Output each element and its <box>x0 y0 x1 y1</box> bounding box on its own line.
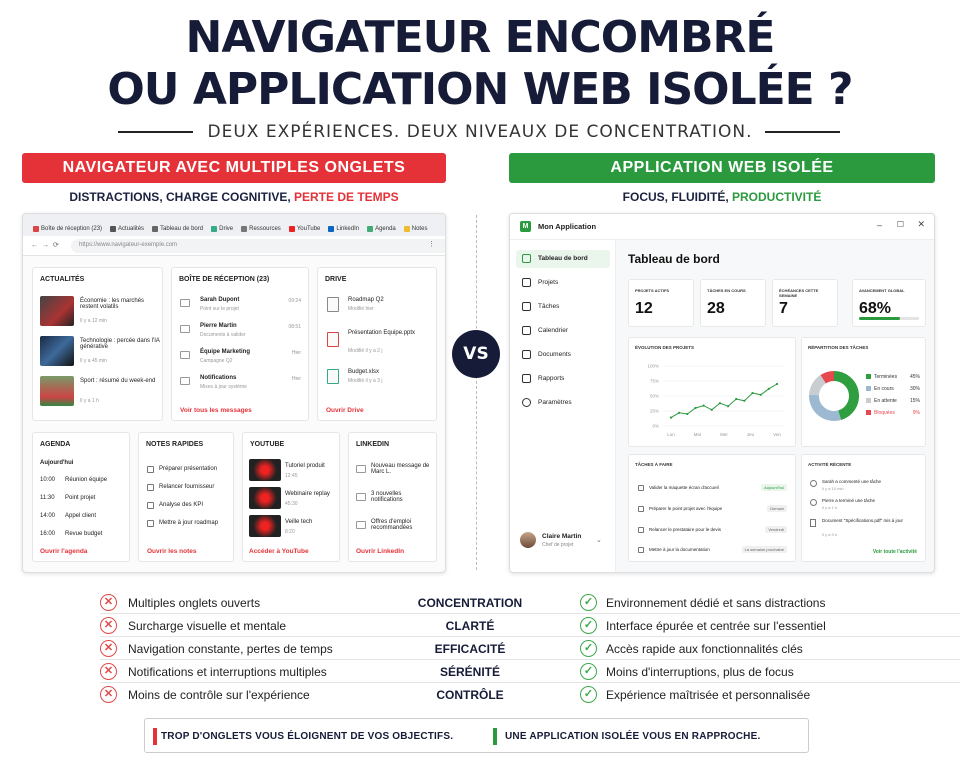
check-icon: ✓ <box>580 594 597 611</box>
criterion: CLARTÉ <box>445 619 495 633</box>
title-line-2: OU APPLICATION WEB ISOLÉE ? <box>107 64 853 115</box>
notes-link[interactable]: Ouvrir les notes <box>147 548 197 555</box>
cross-icon: ✕ <box>100 686 117 703</box>
browser-tab[interactable]: Actualités <box>110 221 144 236</box>
user-name: Claire Martin <box>542 533 582 540</box>
linkedin-item[interactable]: Nouveau message de Marc L. <box>371 463 430 475</box>
tasks-title: TÂCHES À FAIRE <box>635 462 673 467</box>
linkedin-item[interactable]: 3 nouvelles notifications <box>371 491 403 503</box>
criterion: SÉRÉNITÉ <box>439 665 500 679</box>
legend-value: 45% <box>909 374 920 380</box>
browser-tab[interactable]: Drive <box>211 221 233 236</box>
data-point <box>694 407 696 409</box>
kpi-card <box>628 279 694 327</box>
youtube-link[interactable]: Accéder à YouTube <box>249 548 309 555</box>
linkedin-item[interactable]: Offres d'emploi recommandées <box>371 519 413 531</box>
donut-slice <box>814 379 823 395</box>
note-label: Mettre à jour roadmap <box>159 520 219 526</box>
kpi-card <box>852 279 926 327</box>
file-meta: Modifié il y a 3 j <box>348 378 383 384</box>
y-tick-label: 100% <box>647 363 659 369</box>
comparison-row <box>100 684 960 706</box>
footer-red-bar <box>153 728 157 745</box>
y-tick-label: 50% <box>649 393 659 399</box>
agenda-time: 16:00 <box>40 531 56 537</box>
video-thumbnail[interactable] <box>249 487 281 509</box>
vs-divider <box>476 215 477 570</box>
kpi-value: 7 <box>779 300 788 317</box>
title-line-1: NAVIGATEUR ENCOMBRÉ <box>185 12 775 63</box>
data-point <box>751 392 753 394</box>
document-icon <box>810 519 816 527</box>
mail-sender[interactable]: Équipe Marketing <box>200 349 251 355</box>
activity-time: Il y a 10 min <box>822 486 844 491</box>
y-tick-label: 0% <box>652 423 659 429</box>
gear-icon <box>522 398 531 407</box>
file-meta: Modifié il y a 2 j <box>348 348 383 354</box>
task-label: Relancer le prestataire pour le devis <box>649 527 722 532</box>
legend-label: En attente <box>874 398 897 404</box>
mail-icon <box>180 299 190 307</box>
browser-tab[interactable]: Boîte de réception (23) <box>33 221 102 236</box>
comparison-row <box>100 615 960 637</box>
file-name[interactable]: Présentation Equipe.pptx <box>348 330 416 336</box>
check-icon: ✓ <box>580 640 597 657</box>
address-bar-row <box>23 236 445 256</box>
card-title: DRIVE <box>325 276 347 283</box>
file-name[interactable]: Budget.xlsx <box>348 369 380 375</box>
mail-time: Hier <box>291 350 301 356</box>
agenda-day: Aujourd'hui <box>40 460 74 466</box>
note-checkbox[interactable] <box>147 502 154 509</box>
data-point <box>670 417 672 419</box>
agenda-time: 14:00 <box>40 513 56 519</box>
vs-badge: VS <box>452 330 500 378</box>
browser-window <box>22 213 446 573</box>
task-due-badge: Aujourd'hui <box>761 484 787 491</box>
note-label: Relancer fournisseur <box>159 484 215 490</box>
note-label: Analyse des KPI <box>159 502 204 508</box>
card-title: NOTES RAPIDES <box>146 441 204 448</box>
kpi-value: 12 <box>635 300 653 317</box>
sidebar-item-projects[interactable]: Projets <box>516 274 610 292</box>
bad-point: Multiples onglets ouverts <box>128 596 261 610</box>
left-tagline-a: DISTRACTIONS, CHARGE COGNITIVE, <box>69 190 294 204</box>
drive-link[interactable]: Ouvrir Drive <box>326 407 364 414</box>
browser-tab[interactable]: Agenda <box>367 221 396 236</box>
browser-tab[interactable]: LinkedIn <box>328 221 359 236</box>
progress-track <box>859 317 919 320</box>
check-icon: ✓ <box>580 686 597 703</box>
agenda-event[interactable]: Revue budget <box>65 531 103 537</box>
legend-swatch <box>866 386 871 391</box>
data-point <box>727 405 729 407</box>
subtitle-rule-right <box>765 131 840 133</box>
avatar[interactable] <box>520 532 536 548</box>
activity-title: ACTIVITÉ RÉCENTE <box>808 462 852 467</box>
bar-chart-icon <box>522 374 531 383</box>
menu-kebab-icon[interactable]: ⋮ <box>428 241 435 248</box>
sidebar-item-settings[interactable]: Paramètres <box>516 394 610 412</box>
subtitle: DEUX EXPÉRIENCES. DEUX NIVEAUX DE CONCENTRATION. <box>207 122 753 142</box>
x-tick-label: Mar <box>693 432 702 437</box>
data-point <box>703 405 705 407</box>
video-duration: 8:20 <box>285 529 295 535</box>
file-ppt-icon <box>327 332 339 347</box>
mail-sender[interactable]: Sarah Dupont <box>200 297 240 303</box>
x-tick-label: Mer <box>720 432 728 437</box>
y-tick-label: 75% <box>649 378 659 384</box>
progress-fill <box>859 317 900 320</box>
file-doc-icon <box>327 297 339 312</box>
activity-text: Sarah a commenté une tâche <box>822 479 882 484</box>
folder-icon <box>522 278 531 287</box>
legend-value: 9% <box>912 410 920 416</box>
good-point: Moins d'interruptions, plus de focus <box>606 665 794 679</box>
main-title <box>0 12 960 116</box>
data-point <box>678 412 680 414</box>
good-point: Expérience maîtrisée et personnalisée <box>606 688 811 702</box>
kpi-value: 28 <box>707 300 725 317</box>
agenda-event[interactable]: Appel client <box>65 513 97 519</box>
browser-tab[interactable]: YouTube <box>289 221 321 236</box>
comparison-row <box>100 592 960 614</box>
task-due-badge: Vendredi <box>765 526 787 533</box>
task-label: Préparer le point projet avec l'équipe <box>649 506 723 511</box>
sidebar-item-reports[interactable]: Rapports <box>516 370 610 388</box>
tasks-card <box>628 454 796 562</box>
data-point <box>719 402 721 404</box>
card-title: YOUTUBE <box>250 441 285 448</box>
check-icon: ✓ <box>580 617 597 634</box>
good-point: Environnement dédié et sans distractions <box>606 596 826 610</box>
browser-tab[interactable]: Ressources <box>241 221 281 236</box>
task-label: Valider la maquette écran d'accueil <box>649 485 719 490</box>
evolution-card <box>628 337 796 447</box>
donut-slice <box>814 395 840 416</box>
repartition-donut-chart <box>802 338 927 448</box>
check-circle-icon <box>810 499 817 506</box>
note-checkbox[interactable] <box>147 466 154 473</box>
footer-box <box>144 718 809 753</box>
legend-swatch <box>866 410 871 415</box>
task-checkbox[interactable] <box>638 506 644 512</box>
kpi-card <box>772 279 838 327</box>
footer-green-bar <box>493 728 497 745</box>
drive-card <box>317 267 437 421</box>
task-checkbox[interactable] <box>638 547 644 553</box>
data-point <box>743 400 745 402</box>
bell-icon <box>356 493 366 501</box>
mail-time: 09:24 <box>288 298 301 304</box>
app-name: Mon Application <box>538 222 597 231</box>
kpi-label: AVANCEMENT GLOBAL <box>859 288 905 293</box>
news-card <box>32 267 163 421</box>
message-icon <box>356 465 366 473</box>
mail-time: 08:51 <box>288 324 301 330</box>
sidebar-item-tasks[interactable]: Tâches <box>516 298 610 316</box>
minimize-icon[interactable]: – <box>876 220 882 230</box>
legend-label: En cours <box>874 386 894 392</box>
data-point <box>768 388 770 390</box>
file-meta: Modifié hier <box>348 306 374 312</box>
task-label: Mettre à jour la documentation <box>649 547 710 552</box>
agenda-event[interactable]: Point projet <box>65 495 96 501</box>
activity-link[interactable]: Voir toute l'activité <box>872 549 917 555</box>
sidebar-item-calendar[interactable]: Calendrier <box>516 322 610 340</box>
comparison-row <box>100 638 960 660</box>
note-checkbox[interactable] <box>147 484 154 491</box>
news-time: Il y a 1 h <box>80 398 99 404</box>
legend-label: Bloquées <box>874 410 895 416</box>
right-tagline-a: FOCUS, FLUIDITÉ, <box>622 190 732 204</box>
bell-icon <box>180 377 190 385</box>
x-tick-label: Lun <box>667 432 675 437</box>
browser-tab[interactable]: Notes <box>404 221 428 236</box>
right-tagline <box>509 190 935 204</box>
sidebar-item-dashboard[interactable]: Tableau de bord <box>516 250 610 268</box>
left-banner: NAVIGATEUR AVEC MULTIPLES ONGLETS <box>22 153 446 183</box>
legend-value: 15% <box>909 398 920 404</box>
browser-tab[interactable]: Tableau de bord <box>152 221 203 236</box>
card-title: LINKEDIN <box>356 441 390 448</box>
agenda-event[interactable]: Réunion équipe <box>65 477 108 483</box>
cross-icon: ✕ <box>100 594 117 611</box>
file-name[interactable]: Roadmap Q2 <box>348 297 384 303</box>
card-title: BOÎTE DE RÉCEPTION (23) <box>179 276 270 283</box>
card-title: AGENDA <box>40 441 71 448</box>
mail-time: Hier <box>291 376 301 382</box>
legend-value: 30% <box>909 386 920 392</box>
agenda-time: 10:00 <box>40 477 56 483</box>
kpi-label: ÉCHÉANCES CETTE SEMAINE <box>779 288 819 298</box>
close-icon[interactable]: ✕ <box>917 219 925 229</box>
kpi-label: PROJETS ACTIFS <box>635 288 670 293</box>
comparison-row <box>100 661 960 683</box>
activity-text: Pierre a terminé une tâche <box>822 498 876 503</box>
calendar-icon <box>522 326 531 335</box>
legend-label: Terminées <box>874 374 898 380</box>
kpi-label: TÂCHES EN COURS <box>707 288 746 293</box>
criterion: CONTRÔLE <box>436 688 504 702</box>
evolution-line-chart <box>629 338 797 448</box>
data-point <box>686 413 688 415</box>
news-headline[interactable]: Technologie : percée dans l'IA générative <box>80 338 160 350</box>
home-icon <box>522 254 531 263</box>
video-thumbnail[interactable] <box>249 515 281 537</box>
task-due-badge: La semaine prochaine <box>742 546 787 553</box>
page-title: Tableau de bord <box>628 252 720 266</box>
video-duration: 45:30 <box>285 501 298 507</box>
news-time: Il y a 12 min <box>80 318 107 324</box>
url-input[interactable]: https://www.navigateur-exemple.com <box>71 239 446 253</box>
news-thumbnail[interactable] <box>40 376 74 406</box>
footer-left-text: TROP D'ONGLETS VOUS ÉLOIGNENT DE VOS OBJECTIFS. <box>161 731 454 742</box>
mail-sender[interactable]: Pierre Martin <box>200 323 237 329</box>
cross-icon: ✕ <box>100 617 117 634</box>
data-point <box>735 398 737 400</box>
criterion: EFFICACITÉ <box>434 642 506 656</box>
data-point <box>760 394 762 396</box>
video-duration: 12:45 <box>285 473 298 479</box>
data-point <box>711 409 713 411</box>
news-headline[interactable]: Sport : résumé du week-end <box>80 378 156 384</box>
footer-right-text: UNE APPLICATION ISOLÉE VOUS EN RAPPROCHE. <box>505 731 761 742</box>
series-line <box>671 384 777 418</box>
video-title[interactable]: Tutoriel produit <box>285 463 325 469</box>
bad-point: Notifications et interruptions multiples <box>128 665 327 679</box>
mail-subject: Point sur le projet <box>200 306 239 312</box>
cross-icon: ✕ <box>100 663 117 680</box>
note-checkbox[interactable] <box>147 520 154 527</box>
kpi-card <box>700 279 766 327</box>
app-window <box>509 213 935 573</box>
user-role: Chef de projet <box>542 542 574 548</box>
notes-card <box>138 432 234 562</box>
right-banner: APPLICATION WEB ISOLÉE <box>509 153 935 183</box>
comment-icon <box>810 480 817 487</box>
evolution-title: ÉVOLUTION DES PROJETS <box>635 345 695 350</box>
mail-icon <box>180 351 190 359</box>
task-checkbox[interactable] <box>638 485 644 491</box>
repartition-card <box>801 337 926 447</box>
cross-icon: ✕ <box>100 640 117 657</box>
document-icon <box>522 350 531 359</box>
linkedin-card <box>348 432 437 562</box>
app-titlebar <box>510 214 934 240</box>
note-label: Préparer présentation <box>159 466 218 472</box>
file-xls-icon <box>327 369 339 384</box>
activity-card <box>801 454 926 562</box>
donut-slice <box>834 376 854 415</box>
criterion: CONCENTRATION <box>417 596 523 610</box>
news-thumbnail[interactable] <box>40 296 74 326</box>
card-title: ACTUALITÉS <box>40 276 85 283</box>
good-point: Interface épurée et centrée sur l'essentiel <box>606 619 826 633</box>
good-point: Accès rapide aux fonctionnalités clés <box>606 642 803 656</box>
right-tagline-b: PRODUCTIVITÉ <box>732 190 822 204</box>
app-sidebar <box>510 240 616 573</box>
left-tagline-b: PERTE DE TEMPS <box>294 190 399 204</box>
news-thumbnail[interactable] <box>40 336 74 366</box>
data-point <box>776 383 778 385</box>
activity-text: Document "Spécifications.pdf" mis à jour <box>822 518 903 523</box>
bad-point: Moins de contrôle sur l'expérience <box>128 688 310 702</box>
mail-icon <box>180 325 190 333</box>
news-headline[interactable]: Économie : les marchés restent volatils <box>80 298 145 310</box>
app-logo-icon: M <box>520 221 531 232</box>
mail-subject: Campagne Q2 <box>200 358 233 364</box>
agenda-time: 11:30 <box>40 495 55 501</box>
bad-point: Navigation constante, pertes de temps <box>128 642 333 656</box>
briefcase-icon <box>356 521 366 529</box>
checklist-icon <box>522 302 531 311</box>
task-due-badge: Demain <box>767 505 787 512</box>
activity-time: Il y a 3 h <box>822 532 838 537</box>
video-title[interactable]: Veille tech <box>285 519 313 525</box>
x-tick-label: Ven <box>773 432 781 437</box>
y-tick-label: 25% <box>649 408 659 414</box>
nav-arrows-icon[interactable]: ←→⟳ <box>31 242 63 249</box>
maximize-icon[interactable]: ☐ <box>896 220 904 229</box>
mail-sender[interactable]: Notifications <box>200 375 237 381</box>
news-time: Il y a 45 min <box>80 358 107 364</box>
browser-tab-bar <box>23 214 445 236</box>
video-thumbnail[interactable] <box>249 459 281 481</box>
mail-subject: Mises à jour système <box>200 384 247 390</box>
activity-time: Il y a 1 h <box>822 505 838 510</box>
check-icon: ✓ <box>580 663 597 680</box>
sidebar-item-documents[interactable]: Documents <box>516 346 610 364</box>
video-title[interactable]: Webinaire replay <box>285 491 330 497</box>
youtube-card <box>242 432 340 562</box>
x-tick-label: Jeu <box>746 432 755 437</box>
kpi-value: 68% <box>859 300 892 317</box>
donut-slice <box>823 376 834 379</box>
left-tagline <box>22 190 446 204</box>
inbox-card <box>171 267 309 421</box>
agenda-card <box>32 432 130 562</box>
legend-swatch <box>866 398 871 403</box>
linkedin-link[interactable]: Ouvrir LinkedIn <box>356 548 405 555</box>
inbox-link[interactable]: Voir tous les messages <box>180 407 252 414</box>
bad-point: Surcharge visuelle et mentale <box>128 619 287 633</box>
legend-swatch <box>866 374 871 379</box>
repartition-title: RÉPARTITION DES TÂCHES <box>808 345 869 350</box>
task-checkbox[interactable] <box>638 527 644 533</box>
chevron-down-icon[interactable]: ⌄ <box>596 537 602 544</box>
agenda-link[interactable]: Ouvrir l'agenda <box>40 548 88 555</box>
mail-subject: Documents à valider <box>200 332 246 338</box>
